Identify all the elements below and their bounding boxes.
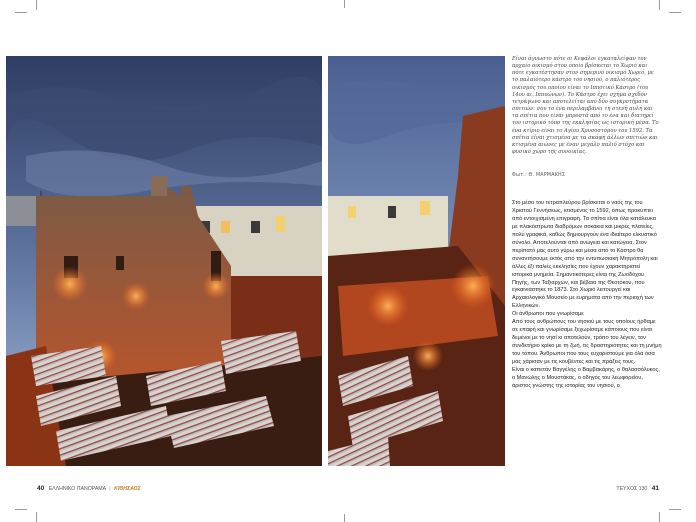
crop-mark	[669, 12, 681, 13]
footer-right	[616, 485, 659, 492]
crop-mark	[15, 509, 27, 510]
page-number-left: 40	[37, 485, 45, 492]
village-photo-left	[6, 56, 322, 466]
paragraph: Στο μέσο του τετραπλεύρου βρίσκεται ο ναός της του Χριστού Γεννήσεως, κτισμένος το 1592, όπως προκύπτει από εντοιχισμένη επιγραφή. Τα σπίτια είναι όλα κατάλευκα με πλακόστρωτα διαδρόμων σοκάκια και μικρές πλατείες, πολύ γραφικά, καθώς δημιουργούν ένα ιδιαίτερο ελκυστικό σύνολο. Αποτελούνται από ανώγεια και κατώγεια. Στον περίπατό μας αυτό γύρω και μέσα από το Κάστρο θα συναντήσουμε εκτός από την εντυπωσιακή Μητρόπολη και άλλες έξι παλιές εκκλησίες που έχουν χαρακτηριστεί ιστορικά μνημεία. Σημαντικότερες είναι της Ζωοδόχου Πηγής, των Ταξιαρχών, και βέβαια της Θεοτόκου, που εγκαινιάστηκε το 1873. Στο Χωριό λειτουργεί και Αρχαιολογικό Μουσείο με ευρήματα από την περιοχή των Ελληνικών.	[512, 200, 658, 310]
crop-mark	[669, 509, 681, 510]
footer-separator: |	[109, 486, 111, 492]
paragraph: Είναι ο καπετάν Βαγγέλης ο Βαμβακάρης, ο θαλασσόλυκος, ο Μανώλης ο Μουστάκας, ο οδηγός του λεωφορείου, άριστος γνώστης της ιστορίας του νησιού, ο	[512, 367, 660, 389]
crop-mark	[659, 512, 660, 522]
crop-mark	[344, 514, 345, 522]
page-number-right: 41	[651, 485, 659, 492]
subheading: Οι άνθρωποι που γνωρίσαμε	[512, 311, 584, 318]
village-photo-right	[328, 56, 505, 466]
footer-left	[37, 485, 141, 492]
crop-mark	[15, 12, 27, 13]
crop-mark	[36, 0, 37, 10]
issue-label: ΤΕΥΧΟΣ 130	[616, 486, 648, 492]
photo-credit: Φωτ.: Θ. ΜΑΡΜΑΚΗΣ	[512, 173, 566, 178]
paragraph: Από τους ανθρώπους του νησιού με τους οποίους ήρθαμε σε επαφή και γνωρίσαμε ξεχωρίσαμε κάποιους που είναι δεμένοι με το νησί κι αποτελούν, τρόπο του λέγειν, τον συνδετήριο κρίκο με τη ζωή, τις δραστηριότητες και τη μνήμη του τόπου. Άνθρωποι που τους ευχαριστούμε για όλα όσα μας χάρισαν με τις κουβέντες και τις πράξεις τους.	[512, 319, 662, 366]
crop-mark	[659, 0, 660, 10]
crop-mark	[344, 0, 345, 8]
section-name: ΚΙΘΗΣΑΟΣ	[114, 486, 141, 492]
photo-caption: Είναι άγνωστο πότε οι Κεφάλοι εγκαταλείψαν τον αρχαίο οικισμό στον οποίο βρίσκεται το Χωριό και πότε εγκατέστησαν στον σημερινό οικισμό Χωριό, με το παλαιότερο κάστρο του νησιού, ο παλιότερος οικισμός του οποίου είναι το Ιπποτικό Κάστρο (του 14ου αι. Ιππυώνων). Το Κάστρο έχει σχήμα σχεδόν τετράγωνο και αποτελείται από δύο συγκροτήματα σπιτιών: σου το ένα περιλαμβάνει τη στενή αυλή και τα σπίτια που είναι μπροστά από το ένα και διατηρεί τον ιστορικό τόπο της εκκλησίας ως ιστορική μέσα. Το ένα κτίριο είναι το Αγίου Χρυσοστόμου του 1592. Τα σπίτια είναι χτισμένα με τα σκάφη άλλων σπιτιών και κτισμένα αιώνες με έναν μεγάλο παλιό στόχο και φυσικό χώρο της συνοικίας.	[512, 56, 659, 156]
magazine-name: ΕΛΛΗΝΙΚΟ ΠΑΝΟΡΑΜΑ	[48, 486, 106, 492]
crop-mark	[36, 512, 37, 522]
article-body	[512, 200, 662, 391]
